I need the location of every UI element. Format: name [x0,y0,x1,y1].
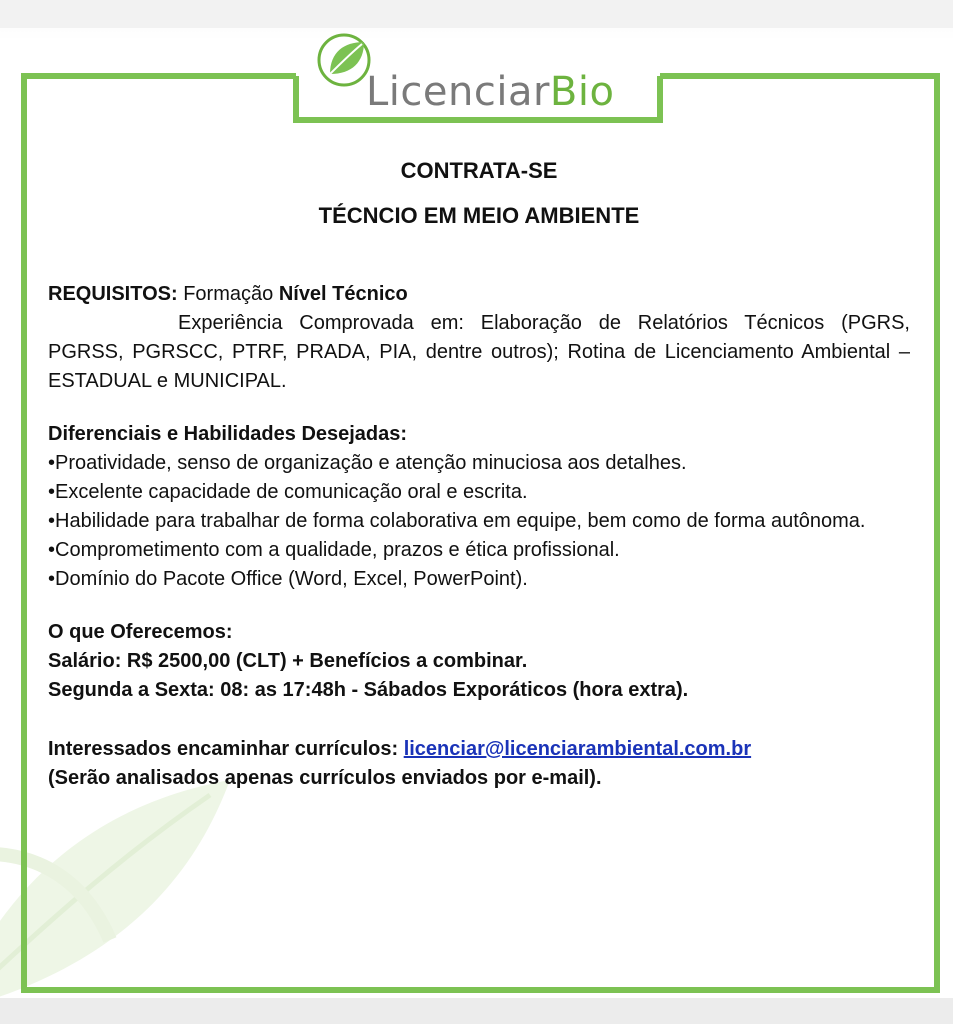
list-item: •Proatividade, senso de organização e atenção minuciosa aos detalhes. [48,452,687,474]
logo [312,28,652,116]
oferecemos-section [48,618,910,705]
list-item: •Domínio do Pacote Office (Word, Excel, PowerPoint). [48,568,528,590]
contato-note: (Serão analisados apenas currículos enviados por e-mail). [48,767,602,789]
diferenciais-title: Diferenciais e Habilidades Desejadas: [48,423,408,445]
email-link[interactable]: licenciar@licenciarambiental.com.br [403,738,752,760]
contato-line [48,735,910,764]
list-item: •Habilidade para trabalhar de forma colaborativa em equipe, bem como de forma autônoma. [48,510,866,532]
contato-prefix: Interessados encaminhar currículos: [48,738,404,760]
job-posting [48,150,910,793]
formacao-prefix: Formação [177,283,279,305]
horario-line: Segunda a Sexta: 08: as 17:48h - Sábados Exporáticos (hora extra). [48,679,689,701]
list-item: •Comprometimento com a qualidade, prazos e ética profissional. [48,539,620,561]
oferecemos-title: O que Oferecemos: [48,621,233,643]
requisitos-section [48,280,910,396]
experiencia-text [48,309,910,396]
salario-line: Salário: R$ 2500,00 (CLT) + Benefícios a combinar. [48,650,528,672]
logo-text-accent: Bio [549,69,615,115]
list-item: •Excelente capacidade de comunicação oral e escrita. [48,481,528,503]
logo-text-main: Licenciar [366,69,550,115]
formacao-value: Nível Técnico [278,283,408,305]
logo-text [366,69,615,115]
formacao-line [48,280,910,309]
heading-contrata: CONTRATA-SE [400,158,558,183]
heading-cargo: TÉCNCIO EM MEIO AMBIENTE [318,203,640,228]
diferenciais-section [48,420,910,594]
experiencia-value: Experiência Comprovada em: Elaboração de Relatórios Técnicos (PGRS, PGRSS, PGRSCC, PTRF, PRADA, PIA, dentre outros); Rotina de Licenciamento Ambiental – ESTADUAL e MUNICIPAL. [48,312,910,392]
requisitos-label: REQUISITOS: [48,283,178,305]
contato-section [48,735,910,793]
